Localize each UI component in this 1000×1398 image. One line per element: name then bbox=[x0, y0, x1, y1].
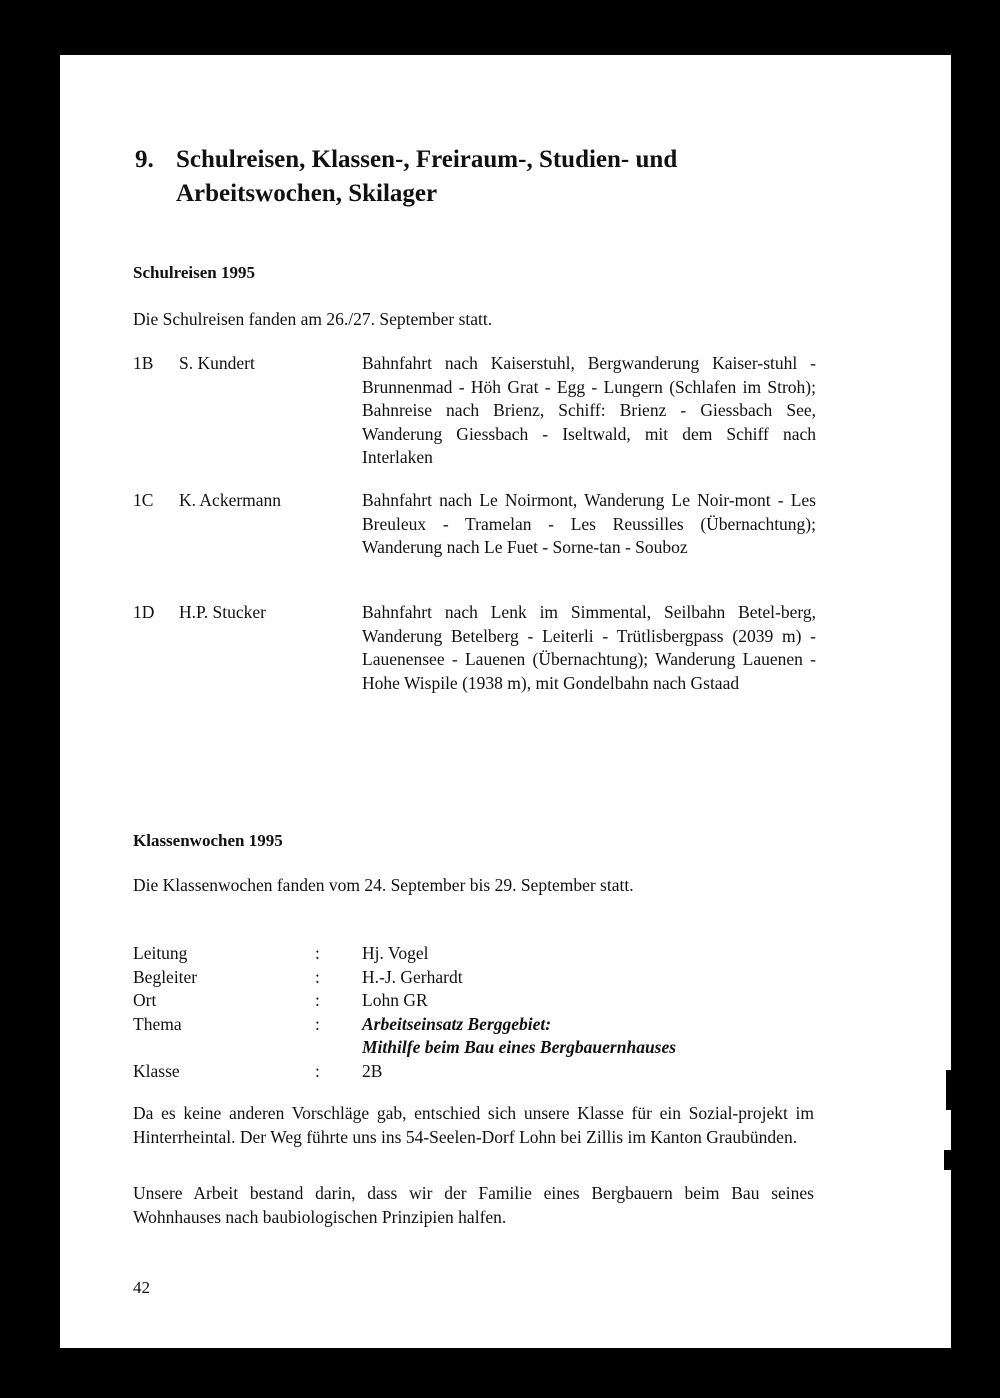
info-label: Ort bbox=[133, 990, 157, 1010]
trip-teacher: H.P. Stucker bbox=[179, 602, 267, 622]
info-value: Mithilfe beim Bau eines Bergbauernhauses bbox=[362, 1037, 677, 1057]
info-label: Begleiter bbox=[133, 966, 198, 987]
klassenwochen-heading: Klassenwochen 1995 bbox=[133, 831, 283, 850]
klassenwochen-intro: Die Klassenwochen fanden vom 24. September bis 29. September statt. bbox=[133, 875, 634, 895]
document-page bbox=[60, 55, 951, 1348]
info-value: Arbeitseinsatz Berggebiet: bbox=[362, 1013, 552, 1034]
scan-edge-mark bbox=[944, 1150, 951, 1170]
info-value: 2B bbox=[362, 1060, 383, 1081]
info-separator: : bbox=[315, 943, 320, 963]
info-value: Hj. Vogel bbox=[362, 943, 429, 963]
page-number: 42 bbox=[133, 1278, 150, 1297]
info-separator: : bbox=[315, 1013, 320, 1034]
schulreisen-intro: Die Schulreisen fanden am 26./27. September statt. bbox=[133, 309, 493, 329]
trip-class: 1C bbox=[133, 490, 154, 510]
info-value: H.-J. Gerhardt bbox=[362, 966, 463, 987]
schulreisen-heading: Schulreisen 1995 bbox=[133, 263, 256, 282]
info-label: Klasse bbox=[133, 1060, 180, 1081]
trip-description: Bahnfahrt nach Lenk im Simmental, Seilbahn Betel-berg, Wanderung Betelberg - Leiterli - Trütlisbergpass (2039 m) - Lauenensee - Lauenen (Übernachtung); Wanderung Lauenen - Hohe Wispile (1938 m), mit Gondelbahn nach Gstaad bbox=[362, 602, 816, 693]
trip-class: 1D bbox=[133, 602, 155, 622]
info-label: Leitung bbox=[133, 943, 188, 963]
trip-description: Bahnfahrt nach Le Noirmont, Wanderung Le Noir-mont - Les Breuleux - Tramelan - Les Reussilles (Übernachtung); Wanderung nach Le Fuet - Sorne-tan - Souboz bbox=[362, 490, 816, 557]
info-separator: : bbox=[315, 966, 320, 987]
trip-teacher: K. Ackermann bbox=[179, 490, 282, 510]
klassenwoche-paragraph-1: Da es keine anderen Vorschläge gab, entschied sich unsere Klasse für ein Sozial-projekt im Hinterrheintal. Der Weg führte uns ins 54-Seelen-Dorf Lohn bei Zillis im Kanton Graubünden. bbox=[133, 1103, 814, 1147]
trip-description: Bahnfahrt nach Kaiserstuhl, Bergwanderung Kaiser-stuhl - Brunnenmad - Höh Grat - Egg - Lungern (Schlafen im Stroh); Bahnreise nach Brienz, Schiff: Brienz - Giessbach See, Wanderung Giessbach - Iseltwald, mit dem Schiff nach Interlaken bbox=[362, 353, 816, 467]
chapter-number: 9. bbox=[135, 146, 154, 173]
trip-class: 1B bbox=[133, 353, 154, 373]
klassenwoche-paragraph-2: Unsere Arbeit bestand darin, dass wir der Familie eines Bergbauern beim Bau seines Wohnhauses nach baubiologischen Prinzipien halfen. bbox=[133, 1183, 814, 1227]
info-separator: : bbox=[315, 990, 320, 1010]
info-label: Thema bbox=[133, 1013, 182, 1034]
scan-edge-mark bbox=[946, 1070, 951, 1110]
info-value: Lohn GR bbox=[362, 990, 428, 1010]
info-separator: : bbox=[315, 1060, 320, 1081]
chapter-title-text: Schulreisen, Klassen-, Freiraum-, Studien- und Arbeitswochen, Skilager bbox=[176, 146, 678, 207]
trip-teacher: S. Kundert bbox=[179, 353, 255, 373]
